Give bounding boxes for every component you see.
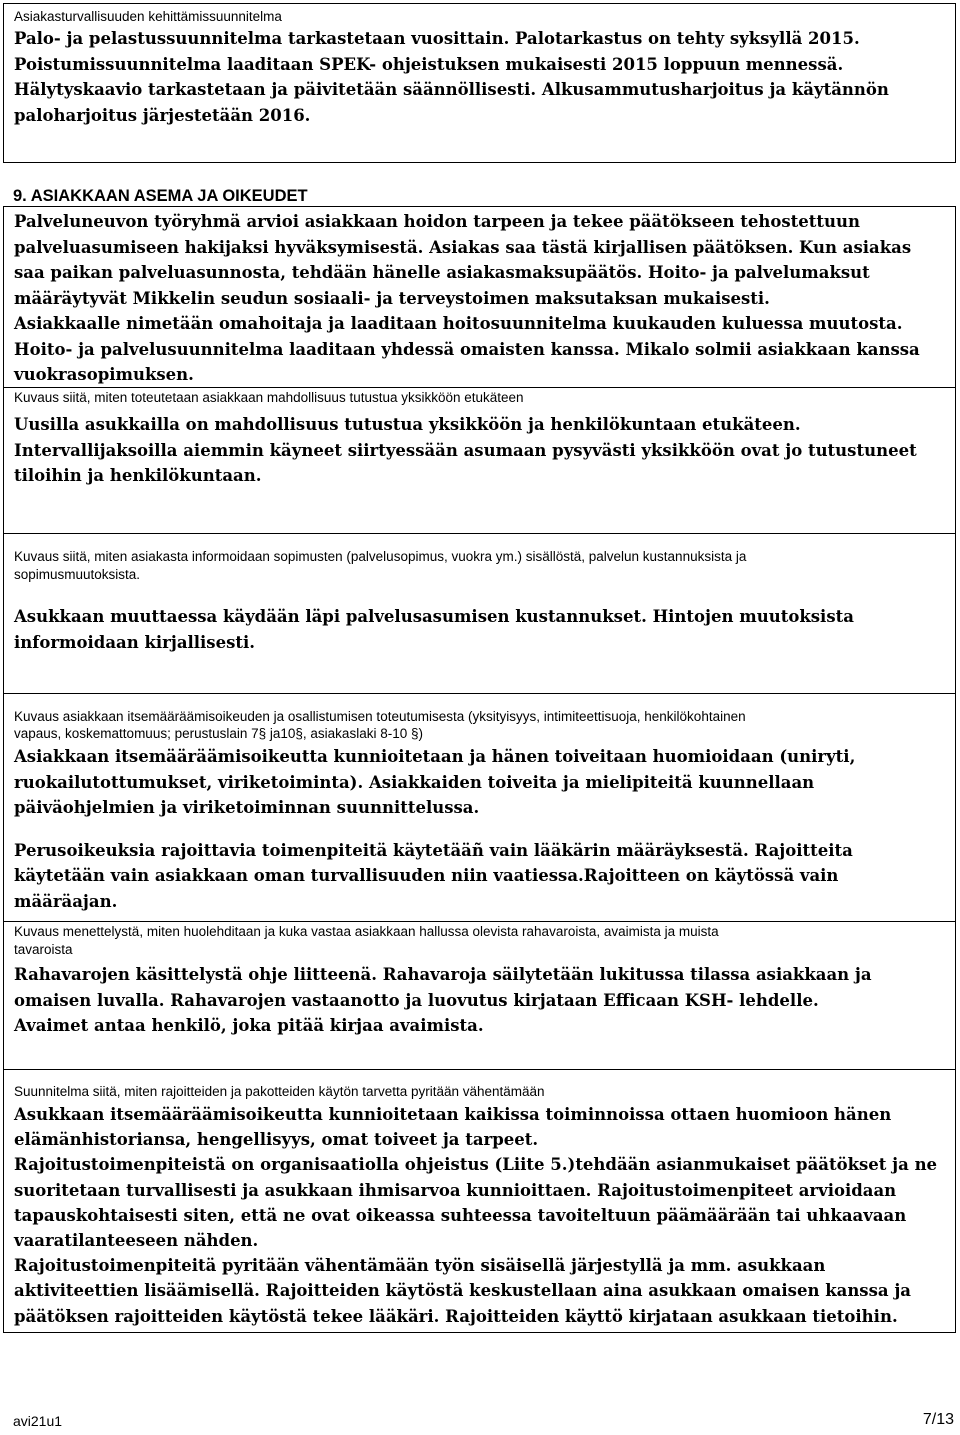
text-line: Hoito- ja palvelusuunnitelma laaditaan yhdessä omaisten kanssa. Mikalo solmii asiakkaan kanssa [14, 339, 920, 359]
text-line: Rahavarojen käsittelystä ohje liitteenä. Rahavaroja säilytetään lukitussa tilassa asiakkaan ja [14, 965, 872, 984]
sopimukset-box [3, 534, 956, 694]
text-line: paloharjoitus järjestetään 2016. [14, 105, 311, 125]
section9-box [3, 206, 956, 387]
box-label [4, 534, 955, 584]
tutustua-box [3, 387, 956, 534]
rajoitteet-box [3, 1070, 956, 1333]
box-body [4, 1100, 955, 1329]
text-line: Poistumissuunnitelma laaditaan SPEK- ohjeistuksen mukaisesti 2015 loppuun mennessä. [14, 54, 844, 74]
box-label [4, 922, 955, 959]
text-line: vaaratilanteeseen nähden. [14, 1231, 259, 1251]
box-body [4, 959, 955, 1039]
text-line: Asukkaan muuttaessa käydään läpi palvelusasumisen kustannukset. Hintojen muutoksista [14, 607, 854, 626]
text-line: Asukkaan itsemääräämisoikeutta kunnioitetaan kaikissa toiminnoissa ottaen huomioon hänen [14, 1105, 892, 1124]
text-line: informoidaan kirjallisesti. [14, 632, 256, 652]
box-label [4, 694, 955, 742]
section-label: Asiakasturvallisuuden kehittämissuunnitelma [14, 9, 282, 24]
box-body-b [4, 821, 955, 915]
text-line: Intervallijaksoilla aiemmin käyneet siirtyessään asumaan pysyvästi yksikköön ovat jo tutustuneet [14, 440, 917, 460]
text-line: Rajoitustoimenpiteistä on organisaatiolla ohjeistus (Liite 5.)tehdään asianmukaiset päätökset ja ne [14, 1155, 938, 1175]
label-line: Kuvaus siitä, miten asiakasta informoidaan sopimusten (palvelusopimus, vuokra ym.) sisällöstä, palvelun kustannuksista ja [14, 549, 747, 564]
section-body [4, 26, 955, 128]
top-section-box [3, 3, 956, 163]
text-line: Avaimet antaa henkilö, joka pitää kirjaa avaimista. [14, 1016, 484, 1035]
text-line: Asiakkaan itsemääräämisoikeutta kunnioitetaan ja hänen toiveitaan huomioidaan (uniryti, [14, 747, 856, 766]
footer-doc-code: avi21u1 [13, 1413, 63, 1429]
label-line: vapaus, koskemattomuus; perustuslain 7§ ja10§, asiakaslaki 8-10 §) [14, 726, 423, 741]
text-line: määräytyvät Mikkelin seudun sosiaali- ja terveystoimen maksutaksan mukaisesti. [14, 288, 770, 308]
footer-page-number: 7/13 [922, 1411, 954, 1428]
label-line: Kuvaus asiakkaan itsemääräämisoikeuden ja osallistumisen toteutumisesta (yksityisyys, intimiteettisuoja, henkilökohtainen [14, 709, 746, 724]
text-line: Uusilla asukkailla on mahdollisuus tutustua yksikköön ja henkilökuntaan etukäteen. [14, 415, 801, 434]
text-line: Perusoikeuksia rajoittavia toimenpiteitä käytetääñ vain lääkärin määräyksestä. Rajoitteita [14, 840, 853, 860]
text-line: Palveluneuvon työryhmä arvioi asiakkaan hoidon tarpeen ja tekee päätökseen tehostettuun [14, 212, 860, 231]
label-line: Kuvaus menettelystä, miten huolehditaan ja kuka vastaa asiakkaan hallussa olevista rahavaroista, avaimista ja muista [14, 924, 719, 939]
itsemaaraamis-box [3, 694, 956, 922]
section9-body [4, 207, 955, 388]
text-line: Hälytyskaavio tarkastetaan ja päivitetään säännöllisesti. Alkusammutusharjoitus ja käytännön [14, 80, 889, 99]
text-line: tapauskohtaisesti siten, että ne ovat oikeassa suhteessa tavoiteltuun päämäärään tai uhkaavaan [14, 1205, 907, 1225]
text-line: ruokailutottumukset, viriketoiminta). Asiakkaiden toiveita ja mielipiteitä kuunnellaan [14, 772, 815, 792]
text-line: elämänhistoriansa, hengellisyys, omat toiveet ja tarpeet. [14, 1130, 539, 1150]
text-line: määräajan. [14, 891, 118, 911]
text-line: vuokrasopimuksen. [14, 365, 194, 384]
text-line: aktiviteettien lisäämisellä. Rajoitteiden käytöstä keskustellaan aina asukkaan omaisen kanssa ja [14, 1281, 911, 1301]
box-label: Kuvaus siitä, miten toteutetaan asiakkaan mahdollisuus tutustua yksikköön etukäteen [14, 390, 524, 405]
box-body [4, 406, 955, 489]
text-line: päiväohjelmien ja viriketoiminnan suunnittelussa. [14, 798, 480, 817]
text-line: päätöksen rajoitteiden käytöstä tekee lääkäri. Rajoitteiden käyttö kirjataan asukkaan tietoihin. [14, 1306, 898, 1326]
text-line: Asiakkaalle nimetään omahoitaja ja laaditaan hoitosuunnitelma kuukauden kuluessa muutosta. [14, 314, 903, 333]
text-line: saa paikan palveluasunnosta, tehdään hänelle asiakasmaksupäätös. Hoito- ja palvelumaksut [14, 263, 870, 282]
text-line: tiloihin ja henkilökuntaan. [14, 466, 262, 485]
text-line: palveluasumiseen hakijaksi hyväksymisestä. Asiakas saa tästä kirjallisen päätöksen. Kun asiakas [14, 237, 912, 257]
text-line: omaisen luvalla. Rahavarojen vastaanotto ja luovutus kirjataan Efficaan KSH- lehdelle. [14, 990, 819, 1010]
text-line: suoritetaan turvallisesti ja asukkaan ihmisarvoa kunnioittaen. Rajoitustoimenpiteet arvioidaan [14, 1180, 897, 1200]
section9-heading: 9. ASIAKKAAN ASEMA JA OIKEUDET [13, 187, 308, 205]
label-line: tavaroista [14, 942, 73, 957]
text-line: Palo- ja pelastussuunnitelma tarkastetaan vuosittain. Palotarkastus on tehty syksyllä 2015. [14, 29, 860, 48]
box-label: Suunnitelma siitä, miten rajoitteiden ja pakotteiden käytön tarvetta pyritään vähentämään [14, 1084, 545, 1099]
text-line: Rajoitustoimenpiteitä pyritään vähentämään työn sisäisellä järjestyllä ja mm. asukkaan [14, 1256, 826, 1276]
rahavarat-box [3, 922, 956, 1070]
label-line: sopimusmuutoksista. [14, 567, 141, 582]
box-body-a [4, 742, 955, 821]
box-body [4, 584, 955, 655]
text-line: käytetään vain asiakkaan oman turvallisuuden niin vaatiessa.Rajoitteen on käytössä vain [14, 866, 839, 885]
